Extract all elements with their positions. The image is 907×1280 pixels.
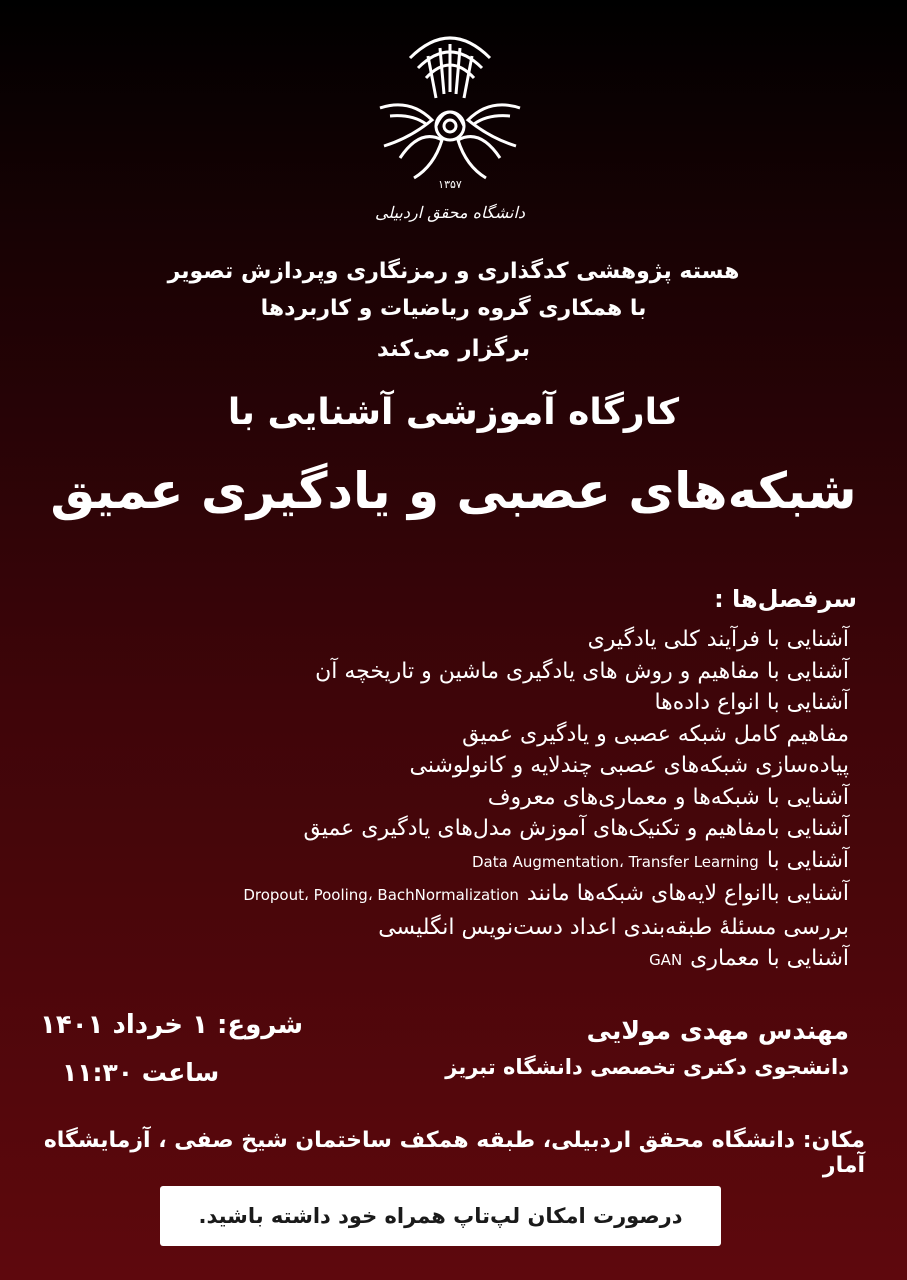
topic-text: بررسی مسئلهٔ طبقه‌بندی اعداد دست‌نویس انگلیسی bbox=[378, 914, 849, 940]
topic-item bbox=[69, 845, 849, 879]
workshop-title-line2: شبکه‌های عصبی و یادگیری عمیق bbox=[50, 462, 857, 520]
topic-item bbox=[69, 782, 849, 814]
topic-text: آشنایی با bbox=[766, 847, 849, 873]
topic-item bbox=[69, 687, 849, 719]
start-time: ساعت ۱۱:۳۰ bbox=[62, 1058, 220, 1087]
instructor-affiliation: دانشجوی دکتری تخصصی دانشگاه تبریز bbox=[445, 1055, 849, 1079]
collaborator-line: با همکاری گروه ریاضیات و کاربردها bbox=[260, 296, 647, 321]
topic-text: آشنایی با معماری bbox=[690, 946, 849, 971]
hosts-line: برگزار می‌کند bbox=[376, 336, 531, 362]
topic-text: آشنایی بامفاهیم و تکنیک‌های آموزش مدل‌های یادگیری عمیق bbox=[303, 816, 849, 841]
organizer-line: هسته پژوهشی کدگذاری و رمزنگاری وپردازش تصویر bbox=[167, 259, 740, 284]
topic-item bbox=[69, 719, 849, 751]
topic-item bbox=[69, 750, 849, 782]
laptop-note: درصورت امکان لپ‌تاپ همراه خود داشته باشید. bbox=[198, 1204, 683, 1228]
logo-name: دانشگاه محقق اردبیلی bbox=[374, 203, 526, 222]
university-emblem-icon bbox=[370, 28, 530, 228]
topic-item bbox=[69, 878, 849, 912]
topic-text: آشنایی با مفاهیم و روش های یادگیری ماشین و تاریخچه آن bbox=[315, 658, 849, 684]
topic-text: پیاده‌سازی شبکه‌های عصبی چندلایه و کانولوشنی bbox=[409, 753, 849, 778]
topic-english-terms: GAN bbox=[649, 951, 683, 969]
laptop-note-box bbox=[160, 1186, 721, 1246]
logo-year: ۱۳۵۷ bbox=[438, 178, 462, 191]
topic-text: آشنایی باانواع لایه‌های شبکه‌ها مانند bbox=[526, 881, 849, 906]
topic-item bbox=[69, 813, 849, 845]
topic-english-terms: Dropout، Pooling، BachNormalization bbox=[243, 886, 519, 904]
instructor-name: مهندس مهدی مولایی bbox=[586, 1016, 849, 1045]
topic-text: مفاهیم کامل شبکه عصبی و یادگیری عمیق bbox=[462, 721, 849, 747]
topic-item bbox=[69, 912, 849, 944]
start-date: شروع: ۱ خرداد ۱۴۰۱ bbox=[40, 1010, 304, 1040]
topic-item bbox=[69, 624, 849, 656]
topics-list bbox=[69, 624, 849, 977]
topics-heading: سرفصل‌ها : bbox=[714, 585, 857, 613]
university-logo bbox=[370, 28, 530, 228]
location: مکان: دانشگاه محقق اردبیلی، طبقه همکف ساختمان شیخ صفی ، آزمایشگاه آمار bbox=[43, 1128, 865, 1178]
topic-item bbox=[69, 943, 849, 977]
topic-text: آشنایی با فرآیند کلی یادگیری bbox=[587, 627, 849, 652]
topic-english-terms: Data Augmentation، Transfer Learning bbox=[471, 852, 759, 871]
topic-text: آشنایی با انواع داده‌ها bbox=[654, 690, 849, 715]
topic-text: آشنایی با شبکه‌ها و معماری‌های معروف bbox=[487, 784, 849, 810]
workshop-title-line1: کارگاه آموزشی آشنایی با bbox=[227, 392, 680, 433]
topic-item bbox=[69, 656, 849, 688]
